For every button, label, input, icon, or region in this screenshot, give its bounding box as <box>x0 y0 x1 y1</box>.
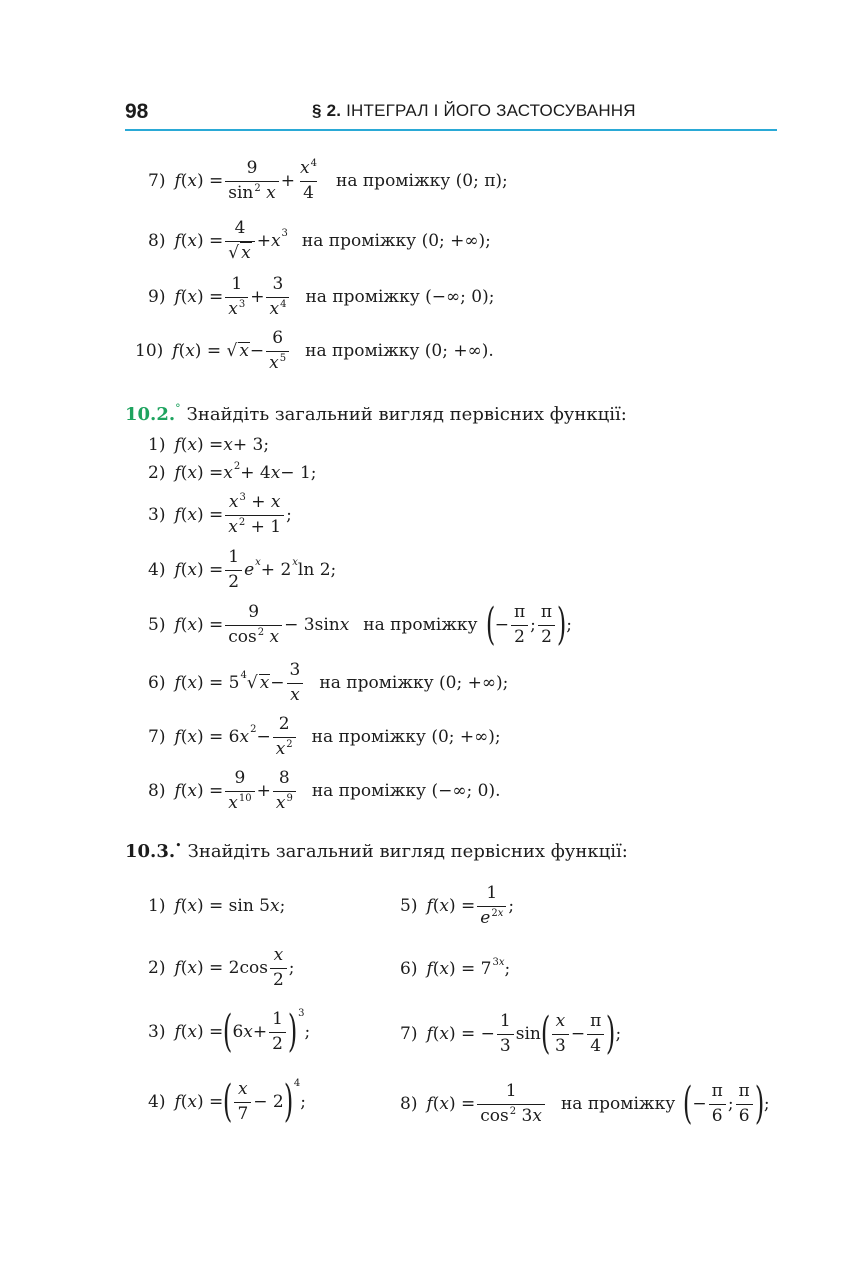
ex3-item-6 <box>400 956 511 979</box>
ex3-item-5 <box>400 885 514 928</box>
difficulty-marker: • <box>175 838 182 852</box>
item-number: 1) <box>148 896 166 916</box>
prev-item-10 <box>135 330 494 373</box>
ex2-item-5 <box>148 599 572 650</box>
interval-formula: ( − $\frac{\pi}{2}$ ; $\frac{\pi}{2}$ ) ; <box>485 599 572 650</box>
item-number: 8) <box>148 230 166 251</box>
formula: f ( x ) = √ x − $\frac{6}{x^5}$ <box>172 330 291 373</box>
exercise-title: Знайдіть загальний вигляд первісних функції: <box>186 404 627 425</box>
page-number: 98 <box>125 100 149 123</box>
prev-item-8 <box>148 220 491 263</box>
item-number: 8) <box>400 1093 418 1114</box>
interval-text: на проміжку (0; +∞); <box>301 230 491 251</box>
formula: f ( x ) = sin 5 x ; <box>174 896 286 916</box>
item-number: 6) <box>400 959 418 979</box>
item-number: 2) <box>148 463 166 483</box>
interval-text: на проміжку (0; +∞). <box>305 340 494 361</box>
ex2-item-3 <box>148 494 292 537</box>
interval-text: на проміжку (0; +∞); <box>319 672 509 693</box>
item-number: 1) <box>148 435 166 455</box>
ex3-item-2 <box>148 947 295 990</box>
item-number: 7) <box>400 1023 418 1044</box>
interval-formula: ( − $\frac{\pi}{6}$ ; $\frac{\pi}{6}$ ) ; <box>683 1078 770 1129</box>
section-title: ІНТЕГРАЛ І ЙОГО ЗАСТОСУВАННЯ <box>346 101 636 120</box>
formula: f ( x ) = 7 $^{3x}$ ; <box>426 956 511 979</box>
prev-item-7 <box>148 160 508 203</box>
item-number: 8) <box>148 780 166 801</box>
formula: f ( x ) = 6 x $^2$ − $\frac{2}{x^2}$ <box>174 716 297 759</box>
formula: f ( x ) = $\frac{4}{√ x}$ + x $^3$ <box>174 218 288 263</box>
formula: f ( x ) = $\frac{9}{\cos^2 x}$ − 3sin x <box>174 601 350 647</box>
formula: f ( x ) = $\frac{9}{x^{10}}$ + $\frac{8}{x^9}$ <box>174 770 297 813</box>
formula: f ( x ) = x $^2$ + 4 x − 1; <box>174 460 317 483</box>
difficulty-marker: ° <box>175 401 181 415</box>
ex2-item-2 <box>148 460 317 483</box>
formula: f ( x ) = ( $\frac{x}{7}$ − 2 ) $^4$ ; <box>174 1076 307 1127</box>
item-number: 7) <box>148 170 166 191</box>
item-number: 5) <box>148 614 166 635</box>
item-number: 3) <box>148 504 166 525</box>
ex2-item-7 <box>148 716 501 759</box>
formula: f ( x ) = $\frac{1}{2}$ e $^x$ + 2 $^x$ ln 2; <box>174 547 337 592</box>
formula: f ( x ) = − $\frac{1}{3}$ sin ( $\frac{x}{3}$ − $\frac{\pi}{4}$ ) ; <box>426 1008 622 1059</box>
interval-text: на проміжку <box>363 614 478 635</box>
ex2-item-6 <box>148 662 508 705</box>
formula: f ( x ) = $\frac{9}{\sin^2 x}$ + $\frac{x^4}{4}$ <box>174 158 317 203</box>
formula: f ( x ) = $\frac{1}{x^3}$ + $\frac{3}{x^4}$ <box>174 276 291 319</box>
section-mark: § 2. <box>312 101 342 120</box>
formula: f ( x ) = ( 6 x + $\frac{1}{2}$ ) $^3$ ; <box>174 1006 311 1057</box>
exercise-10-2-heading <box>125 401 627 425</box>
item-number: 4) <box>148 559 166 580</box>
interval-text: на проміжку (−∞; 0). <box>311 780 501 801</box>
interval-text: на проміжку (−∞; 0); <box>305 286 495 307</box>
ex3-item-4 <box>148 1076 307 1127</box>
ex2-item-1 <box>148 437 269 454</box>
exercise-number: 10.2. <box>125 404 176 425</box>
ex3-item-7 <box>400 1008 622 1059</box>
interval-text: на проміжку (0; +∞); <box>311 726 501 747</box>
ex3-item-8 <box>400 1078 770 1129</box>
item-number: 3) <box>148 1021 166 1042</box>
item-number: 7) <box>148 726 166 747</box>
formula: f ( x ) = $\frac{1}{e^{2x}}$ ; <box>426 883 515 928</box>
interval-text: на проміжку <box>560 1093 676 1114</box>
exercise-number: 10.3. <box>125 841 176 862</box>
item-number: 9) <box>148 286 166 307</box>
formula: f ( x ) = $\frac{1}{\cos^2 3x}$ <box>426 1083 547 1126</box>
item-number: 2) <box>148 957 166 978</box>
exercise-10-3-heading <box>125 838 628 862</box>
item-number: 5) <box>400 895 418 916</box>
prev-item-9 <box>148 276 494 319</box>
formula: f ( x ) = $\frac{x^3 + x}{x^2 + 1}$ ; <box>174 492 292 537</box>
ex2-item-4 <box>148 549 336 592</box>
item-number: 4) <box>148 1091 166 1112</box>
running-head <box>312 101 636 121</box>
formula: f ( x ) = 5 $^4$ √ x − $\frac{3}{x}$ <box>174 662 305 705</box>
exercise-title: Знайдіть загальний вигляд первісних функції: <box>187 841 628 862</box>
item-number: 10) <box>135 340 164 361</box>
ex2-item-8 <box>148 770 500 813</box>
header-rule <box>125 129 777 131</box>
item-number: 6) <box>148 672 166 693</box>
formula: f ( x ) = 2cos $\frac{x}{2}$ ; <box>174 945 295 990</box>
interval-text: на проміжку (0; π); <box>335 170 508 191</box>
formula: f ( x ) = x + 3; <box>174 435 270 455</box>
ex3-item-3 <box>148 1006 311 1057</box>
ex3-item-1 <box>148 898 285 915</box>
